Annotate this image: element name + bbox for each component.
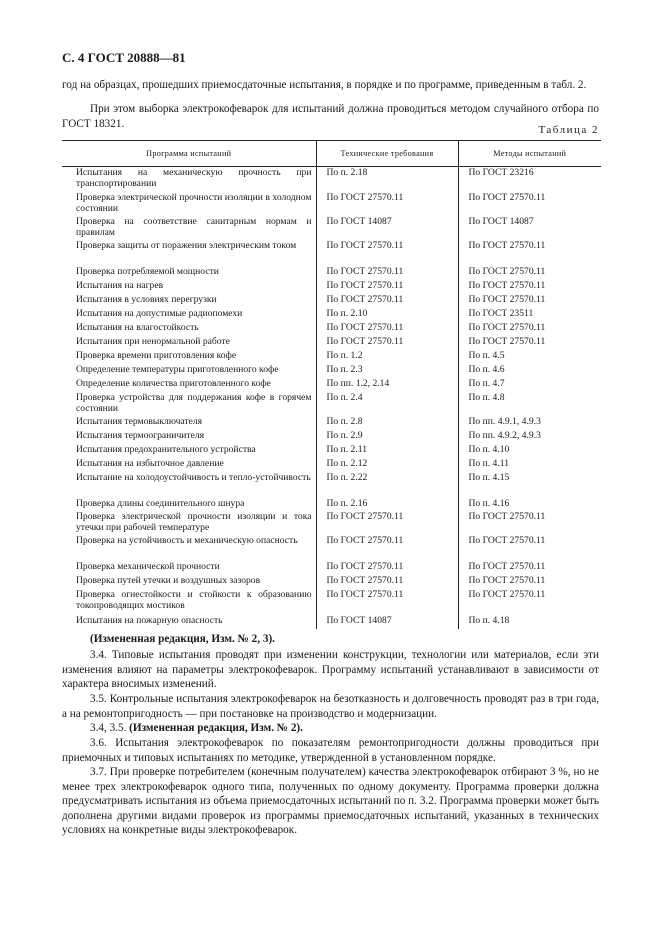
table-row <box>62 308 601 322</box>
table-caption: Таблица 2 <box>538 124 599 136</box>
row-method-cell: По ГОСТ 27570.11 <box>458 561 601 575</box>
row-requirement-cell: По п. 2.10 <box>316 308 458 322</box>
row-method-cell: По ГОСТ 27570.11 <box>458 336 601 350</box>
row-program-cell: Проверка потребляемой мощности <box>76 265 219 277</box>
row-program-cell: Проверка огнестойкости и стойкости к образованию токопроводящих мостиков <box>76 588 312 611</box>
header-requirements: Технические требования <box>316 141 458 167</box>
row-method-cell: По п. 4.16 <box>458 498 601 511</box>
table-row <box>62 192 601 216</box>
row-method-cell: По п. 4.5 <box>458 350 601 364</box>
row-program-cell: Проверка электрической прочности изоляции в холодном состоянии <box>76 191 312 214</box>
row-requirement-cell: По п. 2.9 <box>316 430 458 444</box>
table-row <box>62 364 601 378</box>
row-method-cell: По ГОСТ 27570.11 <box>458 240 601 266</box>
row-requirement-cell: По ГОСТ 27570.11 <box>316 294 458 308</box>
row-method-cell: По пп. 4.9.1, 4.9.3 <box>458 416 601 430</box>
row-method-cell: По ГОСТ 27570.11 <box>458 192 601 216</box>
row-program-cell: Проверка путей утечки и воздушных зазоров <box>76 574 261 586</box>
row-requirement-cell: По п. 2.12 <box>316 458 458 472</box>
row-requirement-cell: По п. 2.18 <box>316 167 458 192</box>
header-program: Программа испытаний <box>62 141 316 167</box>
table-row <box>62 336 601 350</box>
row-requirement-cell: По ГОСТ 27570.11 <box>316 561 458 575</box>
row-program-cell: Испытания предохранительного устройства <box>76 443 256 455</box>
row-requirement-cell: По ГОСТ 27570.11 <box>316 280 458 294</box>
row-program-cell: Проверка длины соединительного шнура <box>76 497 245 509</box>
row-program-cell: Испытания при ненормальной работе <box>76 335 230 347</box>
table-row <box>62 350 601 364</box>
edition-note-2 <box>62 721 599 736</box>
row-requirement-cell: По ГОСТ 27570.11 <box>316 322 458 336</box>
table-row <box>62 240 601 266</box>
row-method-cell: По ГОСТ 14087 <box>458 216 601 240</box>
table-row <box>62 280 601 294</box>
row-program-cell: Проверка времени приготовления кофе <box>76 349 237 361</box>
table-row <box>62 416 601 430</box>
table-row <box>62 378 601 392</box>
table-row <box>62 322 601 336</box>
row-method-cell: По ГОСТ 27570.11 <box>458 294 601 308</box>
header-methods: Методы испытаний <box>458 141 601 167</box>
table-row <box>62 266 601 280</box>
table-row <box>62 535 601 561</box>
row-program-cell: Испытания на нагрев <box>76 279 164 291</box>
table-row <box>62 216 601 240</box>
row-method-cell: По ГОСТ 27570.11 <box>458 511 601 535</box>
edition-note-1: (Измененная редакция, Изм. № 2, 3). <box>90 633 275 645</box>
row-program-cell: Проверка электрической прочности изоляции и тока утечки при рабочей температуре <box>76 510 312 533</box>
row-requirement-cell: По ГОСТ 27570.11 <box>316 589 458 615</box>
row-requirement-cell: По ГОСТ 27570.11 <box>316 336 458 350</box>
table-row <box>62 472 601 498</box>
row-requirement-cell: По ГОСТ 27570.11 <box>316 575 458 589</box>
table-row <box>62 575 601 589</box>
row-method-cell: По ГОСТ 23216 <box>458 167 601 192</box>
row-method-cell: По п. 4.8 <box>458 392 601 416</box>
paragraph-3-7: 3.7. При проверке потребителем (конечным получателем) качества электрокофеварок отбирают 3 %, но не менее трех электрокофеварок одного типа, полученных по одному документу. Программа проверки должна предусматривать испытания из объема приемосдаточных испытаний по п. 3.2. Программа проверки может быть дополнена другими видами проверок из программы приемосдаточных испытаний, указанных в технических условиях на конкретные виды электрокофеварок. <box>62 766 599 837</box>
row-method-cell: По п. 4.6 <box>458 364 601 378</box>
edition-note-2-bold: (Измененная редакция, Изм. № 2). <box>129 722 303 734</box>
row-program-cell: Определение температуры приготовленного кофе <box>76 363 279 375</box>
row-program-cell: Проверка устройства для поддержания кофе в горячем состоянии <box>76 391 312 414</box>
table-row <box>62 392 601 416</box>
row-requirement-cell: По п. 2.4 <box>316 392 458 416</box>
row-program-cell: Проверка на устойчивость и механическую опасность <box>76 534 298 546</box>
row-program-cell: Испытания в условиях перегрузки <box>76 293 217 305</box>
row-requirement-cell: По ГОСТ 27570.11 <box>316 240 458 266</box>
row-method-cell: По ГОСТ 27570.11 <box>458 575 601 589</box>
table-row <box>62 511 601 535</box>
row-requirement-cell: По ГОСТ 27570.11 <box>316 266 458 280</box>
row-requirement-cell: По ГОСТ 14087 <box>316 216 458 240</box>
row-method-cell: По ГОСТ 27570.11 <box>458 535 601 561</box>
paragraph-3-6: 3.6. Испытания электрокофеварок по показателям ремонтопригодности должны проводиться при приемочных и типовых испытаниях по методике, утвержденной в установленном порядке. <box>62 737 599 764</box>
table-row <box>62 444 601 458</box>
row-program-cell: Проверка на соответствие санитарным нормам и правилам <box>76 215 312 238</box>
table-row <box>62 294 601 308</box>
row-requirement-cell: По п. 2.11 <box>316 444 458 458</box>
row-program-cell: Испытания на влагостойкость <box>76 321 199 333</box>
row-method-cell: По ГОСТ 27570.11 <box>458 266 601 280</box>
row-method-cell: По п. 4.7 <box>458 378 601 392</box>
table-row <box>62 430 601 444</box>
row-requirement-cell: По пп. 1.2, 2.14 <box>316 378 458 392</box>
row-method-cell: По ГОСТ 27570.11 <box>458 280 601 294</box>
row-program-cell: Определение количества приготовленного кофе <box>76 377 271 389</box>
table-row <box>62 498 601 511</box>
row-method-cell: По п. 4.15 <box>458 472 601 498</box>
row-program-cell: Испытания термовыключателя <box>76 415 203 427</box>
row-requirement-cell: По ГОСТ 14087 <box>316 615 458 629</box>
page-header: С. 4 ГОСТ 20888—81 <box>62 50 186 65</box>
row-program-cell: Испытание на холодоустойчивость и тепло-устойчивость <box>76 471 311 483</box>
row-requirement-cell: По ГОСТ 27570.11 <box>316 192 458 216</box>
row-program-cell: Проверка механической прочности <box>76 560 220 572</box>
row-program-cell: Испытания на пожарную опасность <box>76 614 223 626</box>
paragraph-3-4: 3.4. Типовые испытания проводят при изменении конструкции, технологии или материалов, если эти изменения влияют на параметры электрокофеварок. Программу испытаний устанавливают в зависимости от характера вносимых изменений. <box>62 649 599 691</box>
row-program-cell: Испытания на избыточное давление <box>76 457 224 469</box>
row-method-cell: По п. 4.18 <box>458 615 601 629</box>
row-requirement-cell: По п. 2.8 <box>316 416 458 430</box>
row-program-cell: Проверка защиты от поражения электрическим током <box>76 239 297 251</box>
row-requirement-cell: По ГОСТ 27570.11 <box>316 535 458 561</box>
edition-note-2-prefix: 3.4, 3.5. <box>90 722 130 734</box>
row-program-cell: Испытания термоограничителя <box>76 429 205 441</box>
table-row <box>62 589 601 615</box>
table-header-row <box>62 141 601 167</box>
row-method-cell: По пп. 4.9.2, 4.9.3 <box>458 430 601 444</box>
table-row <box>62 458 601 472</box>
row-method-cell: По п. 4.11 <box>458 458 601 472</box>
intro-paragraph-2: При этом выборка электрокофеварок для испытаний должна проводиться методом случайного отбора по ГОСТ 18321. <box>62 103 599 130</box>
row-method-cell: По ГОСТ 27570.11 <box>458 589 601 615</box>
row-method-cell: По п. 4.10 <box>458 444 601 458</box>
row-requirement-cell: По п. 2.22 <box>316 472 458 498</box>
row-requirement-cell: По п. 2.16 <box>316 498 458 511</box>
intro-paragraph-1: год на образцах, прошедших приемосдаточные испытания, в порядке и по программе, приведенным в табл. 2. <box>62 79 587 91</box>
table-row <box>62 615 601 629</box>
row-requirement-cell: По п. 2.3 <box>316 364 458 378</box>
table-row <box>62 167 601 192</box>
row-program-cell: Испытания на допустимые радиопомехи <box>76 307 243 319</box>
row-method-cell: По ГОСТ 23511 <box>458 308 601 322</box>
paragraph-3-5: 3.5. Контрольные испытания электрокофеварок на безотказность и долговечность проводят раз в три года, а на ремонтопригодность — при постановке на производство и модернизации. <box>62 693 599 720</box>
test-program-table <box>62 140 601 629</box>
row-requirement-cell: По п. 1.2 <box>316 350 458 364</box>
row-method-cell: По ГОСТ 27570.11 <box>458 322 601 336</box>
row-requirement-cell: По ГОСТ 27570.11 <box>316 511 458 535</box>
row-program-cell: Испытания на механическую прочность при транспортировании <box>76 167 312 190</box>
table-row <box>62 561 601 575</box>
